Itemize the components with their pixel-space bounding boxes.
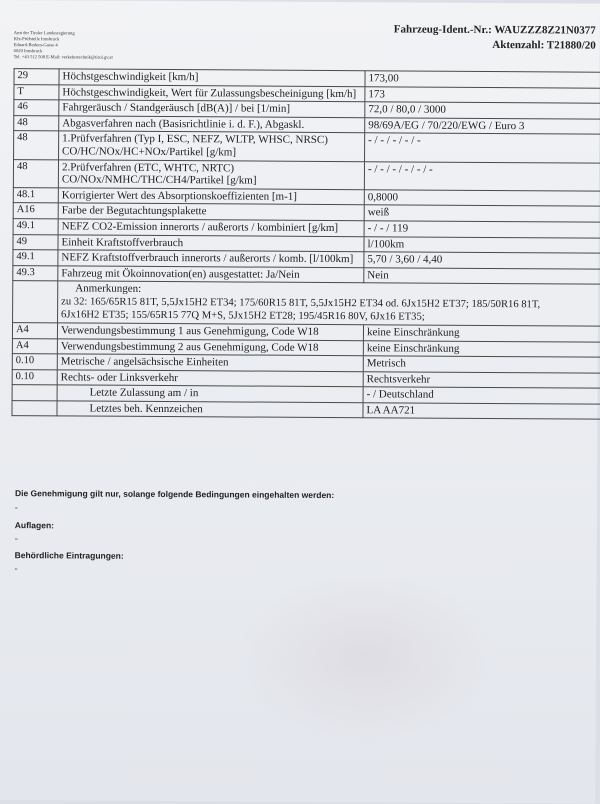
row-value: 72,0 / 80,0 / 3000: [365, 102, 600, 119]
row-label: Metrische / angelsächsische Einheiten: [57, 354, 363, 371]
conditions-heading: Die Genehmigung gilt nur, solange folgende Bedingungen eingehalten werden:: [14, 488, 335, 501]
row-value: 5,70 / 3,60 / 4,40: [364, 252, 600, 269]
row-label: Verwendungsbestimmung 2 aus Genehmigung, Code W18: [57, 338, 363, 355]
row-label: Fahrzeug mit Ökoinnovation(en) ausgestattet: Ja/Nein: [58, 266, 364, 283]
row-value: keine Einschränkung: [363, 340, 600, 357]
vehicle-spec-table: [11, 68, 600, 420]
row-label: Farbe der Begutachtungsplakette: [58, 203, 364, 220]
row-value: Nein: [364, 267, 600, 284]
table-row: [14, 131, 600, 163]
ident-value: WAUZZZ8Z21N0377: [494, 24, 596, 37]
authority-line: Tel. +43 512 508 E-Mail: verkehrstechnik@tirol.gv.at: [13, 54, 113, 60]
row-value: Rechtsverkehr: [363, 371, 600, 388]
row-value: 98/69A/EG / 70/220/EWG / Euro 3: [365, 118, 600, 135]
row-label: Höchstgeschwindigkeit [km/h]: [59, 69, 365, 86]
row-code: 49.1: [13, 219, 58, 235]
row-value: - / - / 119: [364, 221, 600, 238]
row-code: [12, 385, 57, 401]
row-code: 48: [13, 159, 58, 187]
row-code: 49: [13, 234, 58, 250]
row-label: NEFZ Kraftstoffverbrauch innerorts / außerorts / komb. [l/100km]: [58, 250, 364, 267]
row-label: Abgasverfahren nach (Basisrichtlinie i. d. F.), Abgaskl.: [59, 116, 365, 133]
auflagen-heading: Auflagen:: [14, 520, 55, 531]
row-label: Fahrgeräusch / Standgeräusch [dB(A)] / bei [1/min]: [59, 100, 365, 117]
row-code: A16: [13, 203, 58, 219]
table-row: [13, 159, 600, 191]
row-code: T: [14, 84, 59, 100]
row-code: 48.1: [13, 187, 58, 203]
authority-line: Kfz-Prüfstelle Innsbruck: [13, 36, 60, 42]
eintragungen-heading: Behördliche Eintragungen:: [14, 550, 124, 561]
authority-line: Eduard-Bodem-Gasse 4: [13, 42, 58, 48]
row-value: 173: [365, 86, 600, 103]
conditions-value: -: [14, 502, 18, 513]
row-value: - / - / - / - / - / -: [364, 161, 600, 191]
row-code: 49.1: [13, 250, 58, 266]
row-label: Letztes beh. Kennzeichen: [57, 401, 363, 418]
row-code: 48: [14, 115, 59, 131]
notes-cell: [58, 281, 600, 326]
row-label: Korrigierter Wert des Absorptionskoeffizienten [m-1]: [58, 188, 364, 205]
row-value: weiß: [364, 205, 600, 222]
row-label: Verwendungsbestimmung 1 aus Genehmigung, Code W18: [57, 323, 363, 340]
authority-line: Amt der Tiroler Landesregierung: [13, 30, 75, 36]
notes-code: [13, 281, 58, 323]
ident-label: Fahrzeug-Ident.-Nr.:: [393, 23, 492, 37]
row-value: LA AA721: [363, 403, 600, 420]
row-label: NEFZ CO2-Emission innerorts / außerorts / kombiniert [g/km]: [58, 219, 364, 236]
row-code: A4: [12, 322, 57, 338]
row-label: Letzte Zulassung am / in: [57, 385, 363, 402]
auflagen-value: -: [14, 533, 18, 544]
row-value: - / - / - / - / -: [365, 133, 600, 163]
row-label: 2.Prüfverfahren (ETC, WHTC, NRTC) CO/NOx/NMHC/THC/CH4/Partikel [g/km]: [58, 159, 364, 189]
table-row: [12, 400, 600, 419]
row-code: A4: [12, 338, 57, 354]
notes-title: Anmerkungen:: [75, 282, 142, 296]
row-label: 1.Prüfverfahren (Typ I, ESC, NEFZ, WLTP, WHSC, NRSC) CO/HC/NOx/HC+NOx/Partikel [g/km]: [59, 131, 365, 161]
row-value: 0,8000: [364, 189, 600, 206]
aktenzahl-value: T21880/20: [546, 39, 596, 52]
aktenzahl-label: Aktenzahl:: [492, 39, 545, 52]
row-label: Einheit Kraftstoffverbrauch: [58, 234, 364, 251]
paper-stain: [235, 571, 496, 743]
row-code: 0.10: [12, 369, 57, 385]
row-value: - / Deutschland: [363, 387, 600, 404]
row-value: Metrisch: [363, 356, 600, 373]
row-value: l/100km: [364, 236, 600, 253]
row-code: 29: [14, 69, 59, 85]
row-code: 46: [14, 100, 59, 116]
eintragungen-value: -: [14, 563, 18, 574]
vehicle-ident-block: [394, 22, 596, 53]
row-code: 49.3: [13, 265, 58, 281]
issuing-authority-address: [14, 30, 113, 61]
authority-line: 6020 Innsbruck: [13, 48, 43, 54]
row-value: 173,00: [365, 71, 600, 88]
row-label: Rechts- oder Linksverkehr: [57, 370, 363, 387]
row-code: 0.10: [12, 354, 57, 370]
row-code: 48: [14, 131, 59, 159]
notes-row: [13, 281, 600, 326]
row-value: keine Einschränkung: [363, 325, 600, 342]
row-label: Höchstgeschwindigkeit, Wert für Zulassungsbescheinigung [km/h]: [59, 84, 365, 101]
row-code: [12, 400, 57, 416]
notes-line: zu 32: 165/65R15 81T, 5,5Jx15H2 ET34; 175/60R15 81T, 5,5Jx15H2 ET34 od. 6Jx15H2 ET37; 185/50R16 81T,: [61, 296, 541, 311]
notes-line: 6Jx16H2 ET35; 155/65R15 77Q M+S, 5Jx15H2 ET28; 195/45R16 80V, 6Jx16 ET35;: [61, 309, 425, 323]
